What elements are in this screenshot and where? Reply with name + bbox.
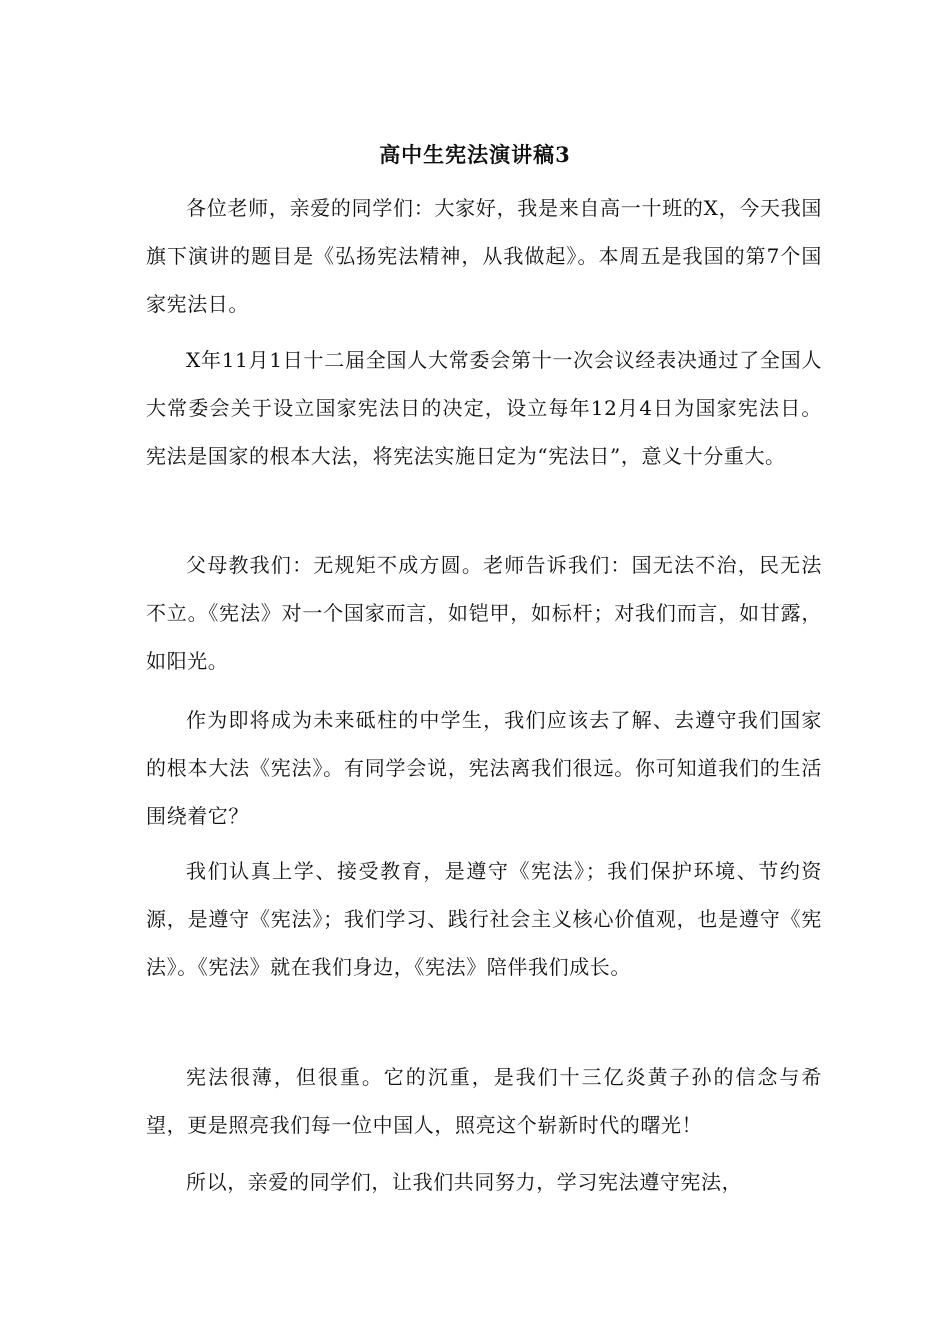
- paragraph-students: 作为即将成为未来砥柱的中学生，我们应该去了解、去遵守我们国家的根本大法《宪法》。有同学会说，宪法离我们很远。你可知道我们的生活围绕着它？: [146, 708, 822, 828]
- paragraph-closing: 所以，亲爱的同学们，让我们共同努力，学习宪法遵守宪法，: [186, 1170, 743, 1194]
- paragraph-daily-life: 我们认真上学、接受教育，是遵守《宪法》；我们保护环境、节约资源，是遵守《宪法》；我们学习、践行社会主义核心价值观，也是遵守《宪法》。《宪法》就在我们身边，《宪法》陪伴我们成长。: [146, 859, 822, 979]
- paragraph-rules: 父母教我们：无规矩不成方圆。老师告诉我们：国无法不治，民无法不立。《宪法》对一个国家而言，如铠甲，如标杆；对我们而言，如甘露，如阳光。: [146, 553, 822, 673]
- document-title: 高中生宪法演讲稿3: [379, 142, 571, 167]
- paragraph-weight: 宪法很薄，但很重。它的沉重，是我们十三亿炎黄子孙的信念与希望，更是照亮我们每一位中国人，照亮这个崭新时代的曙光！: [146, 1065, 822, 1137]
- paragraph-constitution-day: X年11月1日十二届全国人大常委会第十一次会议经表决通过了全国人大常委会关于设立国家宪法日的决定，设立每年12月4日为国家宪法日。宪法是国家的根本大法，将宪法实施日定为“宪法日”，意义十分重大。: [146, 348, 822, 468]
- paragraph-greeting: 各位老师，亲爱的同学们：大家好，我是来自高一十班的X，今天我国旗下演讲的题目是《弘扬宪法精神，从我做起》。本周五是我国的第7个国家宪法日。: [146, 196, 822, 316]
